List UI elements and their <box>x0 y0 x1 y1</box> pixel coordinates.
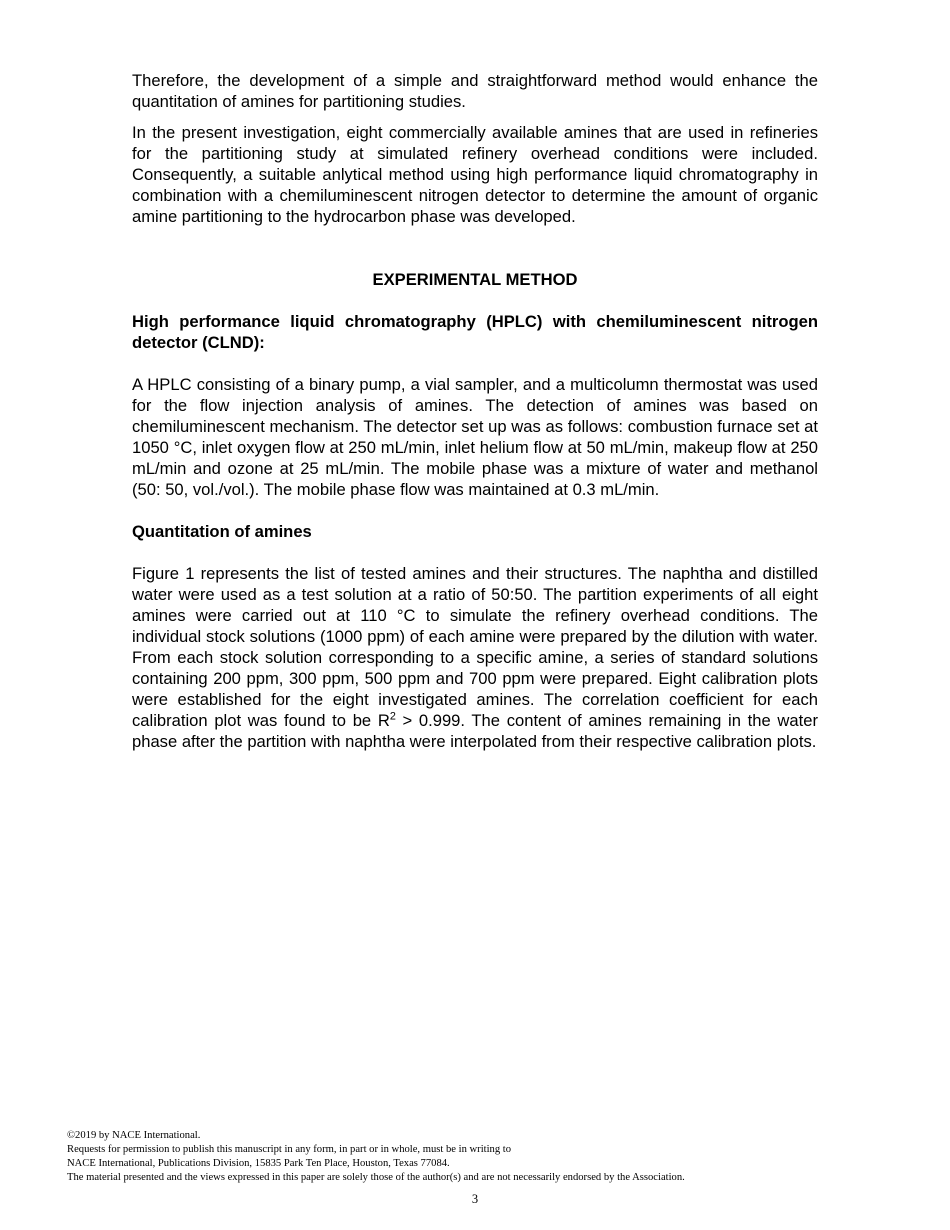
intro-paragraph-1: Therefore, the development of a simple and straightforward method would enhance the quantitation of amines for partitioning studies. <box>132 71 818 111</box>
footer-permissions: Requests for permission to publish this manuscript in any form, in part or in whole, must be in writing to <box>67 1144 512 1155</box>
section-title: EXPERIMENTAL METHOD <box>372 270 578 289</box>
quantitation-subheading: Quantitation of amines <box>132 522 312 541</box>
footer-address: NACE International, Publications Division, 15835 Park Ten Place, Houston, Texas 77084. <box>67 1158 450 1169</box>
quantitation-text-end: > 0.999. The content of amines remaining in the water phase after the partition with naphtha were interpolated from their respective calibration plots. <box>132 711 818 751</box>
page-number: 3 <box>471 1192 479 1206</box>
hplc-paragraph: A HPLC consisting of a binary pump, a vial sampler, and a multicolumn thermostat was used for the flow injection analysis of amines. The detection of amines was based on chemiluminescent mechanism. The detector set up was as follows: combustion furnace set at 1050 °C, inlet oxygen flow at 250 mL/min, inlet helium flow at 50 mL/min, makeup flow at 250 mL/min and ozone at 25 mL/min. The mobile phase was a mixture of water and methanol (50: 50, vol./vol.). The mobile phase flow was maintained at 0.3 mL/min. <box>132 375 818 499</box>
r-squared-superscript: 2 <box>389 710 396 723</box>
quantitation-text-start: Figure 1 represents the list of tested amines and their structures. The naphtha and distilled water were used as a test solution at a ratio of 50:50. The partition experiments of all eight amines were carried out at 110 °C to simulate the refinery overhead conditions. The individual stock solutions (1000 ppm) of each amine were prepared by the dilution with water. From each stock solution corresponding to a specific amine, a series of standard solutions containing 200 ppm, 300 ppm, 500 ppm and 700 ppm were prepared. Eight calibration plots were established for the eight investigated amines. The correlation coefficient for each calibration plot was found to be R <box>132 564 818 730</box>
intro-paragraph-2: In the present investigation, eight commercially available amines that are used in refineries for the partitioning study at simulated refinery overhead conditions were included. Consequently, a suitable anlytical method using high performance liquid chromatography in combination with a chemiluminescent nitrogen detector to determine the amount of organic amine partitioning to the hydrocarbon phase was developed. <box>132 123 818 226</box>
copyright-footer <box>67 1129 887 1185</box>
footer-copyright: ©2019 by NACE International. <box>67 1130 201 1141</box>
body-content <box>132 70 818 752</box>
hplc-subheading: High performance liquid chromatography (HPLC) with chemiluminescent nitrogen detector (CLND): <box>132 312 818 352</box>
footer-disclaimer: The material presented and the views expressed in this paper are solely those of the author(s) and are not necessarily endorsed by the Association. <box>67 1172 685 1183</box>
quantitation-paragraph <box>132 563 818 752</box>
